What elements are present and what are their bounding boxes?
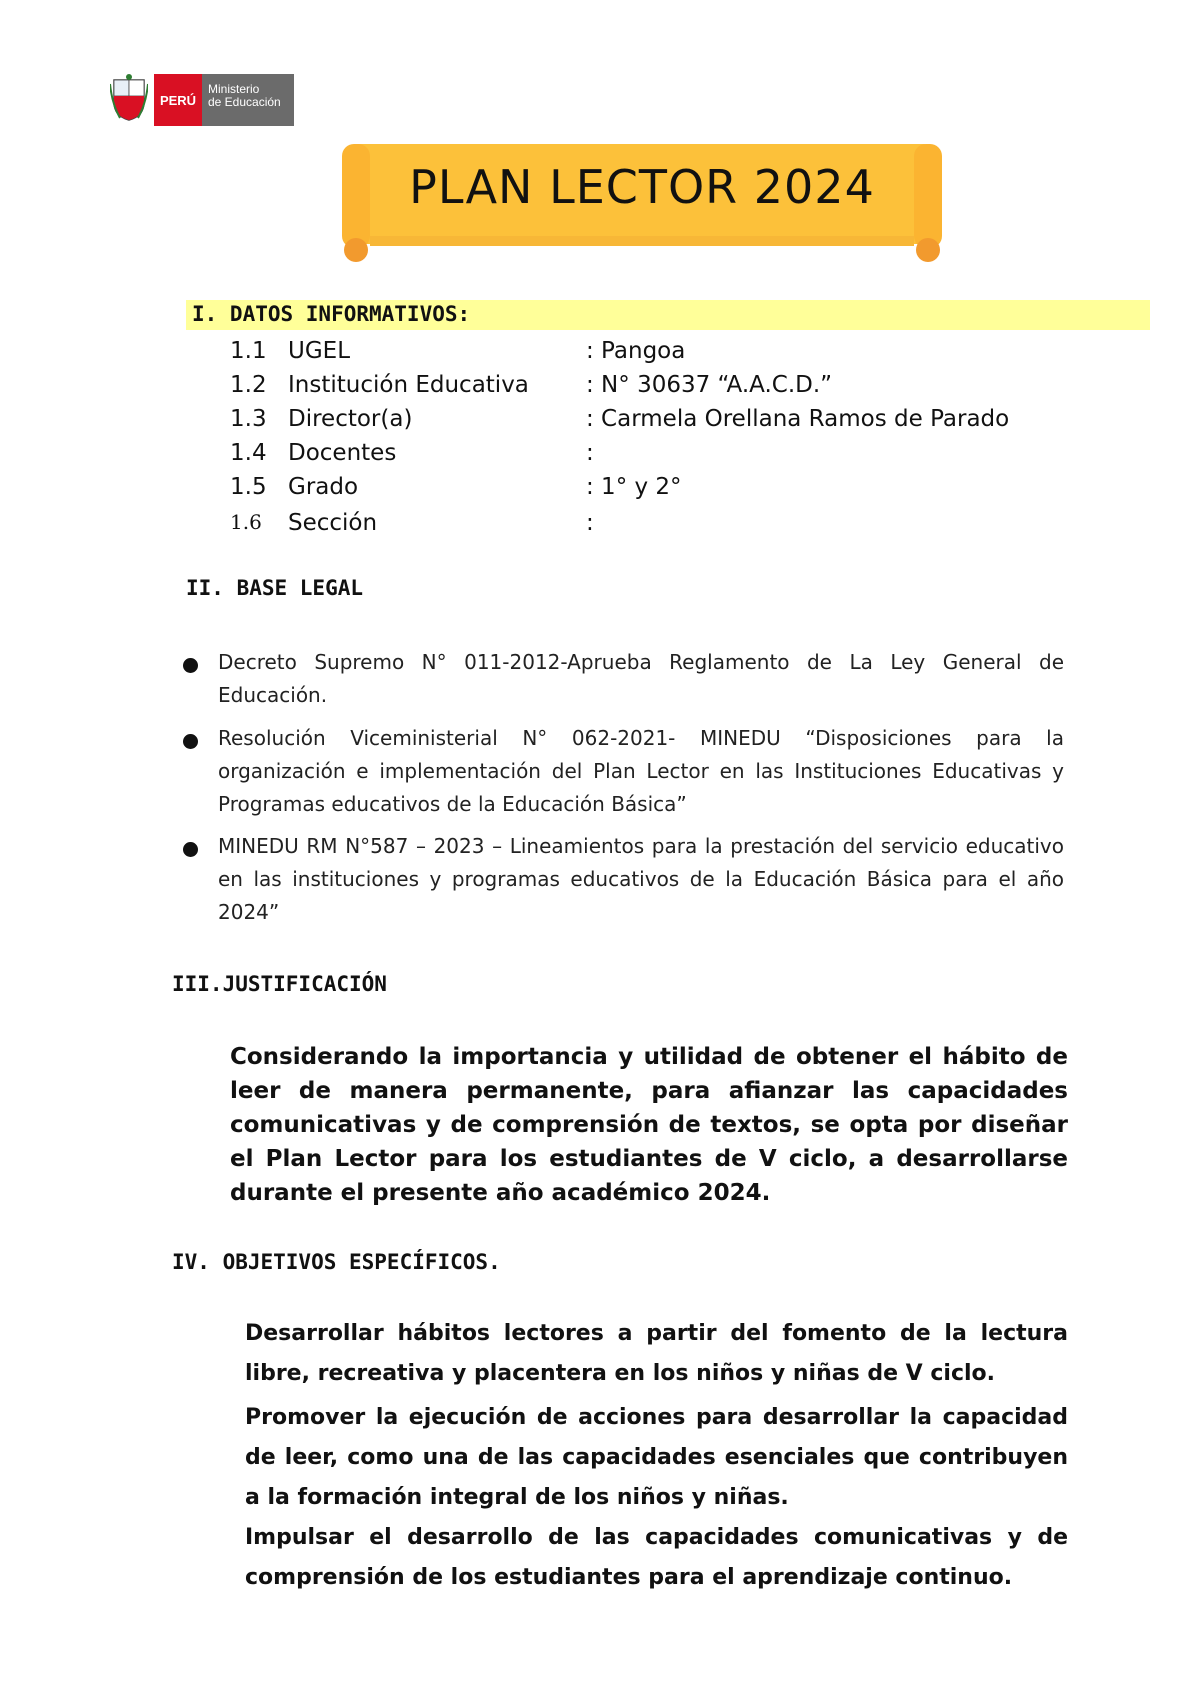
info-label: Grado (288, 474, 359, 500)
bullet-icon (183, 842, 198, 857)
info-number: 1.1 (230, 338, 267, 364)
info-label: Institución Educativa (288, 372, 529, 398)
info-label: UGEL (288, 338, 351, 364)
info-label: Sección (288, 510, 378, 536)
legal-item: Resolución Viceministerial N° 062-2021- MINEDU “Disposiciones para la organización e implementación del Plan Lector en las Instituciones Educativas y Programas educativos de la Educación Básica” (218, 726, 1064, 816)
info-number: 1.5 (230, 474, 267, 500)
ministry-line-2: de Educación (208, 95, 281, 109)
bullet-icon (183, 658, 198, 673)
info-value: : N° 30637 “A.A.C.D.” (586, 372, 833, 398)
info-number: 1.4 (230, 440, 267, 466)
legal-item: MINEDU RM N°587 – 2023 – Lineamientos para la prestación del servicio educativo en las instituciones y programas educativos de la Educación Básica para el año 2024” (218, 834, 1064, 924)
info-value: : Carmela Orellana Ramos de Parado (586, 406, 1010, 432)
info-number: 1.6 (230, 510, 262, 534)
section-1-heading: I. DATOS INFORMATIVOS: (192, 302, 471, 326)
minedu-logo (110, 74, 294, 126)
peru-label: PERÚ (154, 74, 202, 126)
info-number: 1.2 (230, 372, 267, 398)
peru-coat-of-arms-icon (110, 74, 148, 122)
ministry-label (202, 74, 294, 126)
objective-item: Desarrollar hábitos lectores a partir del fomento de la lectura libre, recreativa y placentera en los niños y niñas de V ciclo. (245, 1321, 1068, 1386)
objective-item: Promover la ejecución de acciones para desarrollar la capacidad de leer, como una de las capacidades esenciales que contribuyen a la formación integral de los niños y niñas. (245, 1405, 1068, 1510)
legal-item: Decreto Supremo N° 011-2012-Aprueba Reglamento de La Ley General de Educación. (218, 650, 1064, 707)
info-value: : 1° y 2° (586, 474, 682, 500)
info-value: : Pangoa (586, 338, 686, 364)
page-title: PLAN LECTOR 2024 (409, 160, 875, 214)
section-3-heading: III.JUSTIFICACIÓN (172, 972, 387, 996)
info-value: : (586, 510, 594, 536)
section-2-heading: II. BASE LEGAL (186, 576, 364, 600)
section-4-heading: IV. OBJETIVOS ESPECÍFICOS. (172, 1250, 501, 1274)
objective-item: Impulsar el desarrollo de las capacidades comunicativas y de comprensión de los estudiantes para el aprendizaje continuo. (245, 1525, 1068, 1590)
info-number: 1.3 (230, 406, 267, 432)
info-label: Director(a) (288, 406, 413, 432)
ministry-line-1: Ministerio (208, 82, 260, 96)
justification-text: Considerando la importancia y utilidad de obtener el hábito de leer de manera permanente, para afianzar las capacidades comunicativas y de comprensión de textos, se opta por diseñar el Plan Lector para los estudiantes de V ciclo, a desarrollarse durante el presente año académico 2024. (230, 1044, 1068, 1206)
bullet-icon (183, 734, 198, 749)
info-label: Docentes (288, 440, 397, 466)
info-value: : (586, 440, 594, 466)
